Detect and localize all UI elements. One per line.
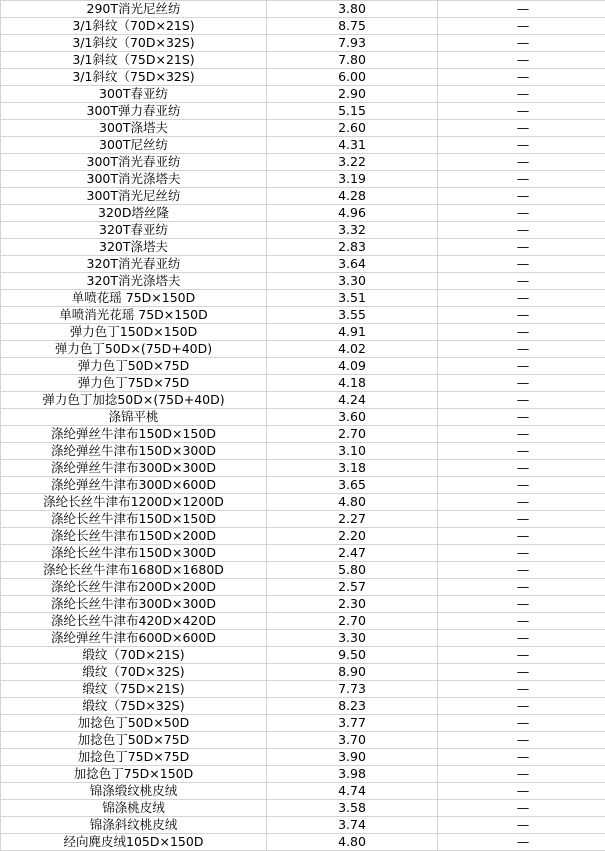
price-table-body bbox=[1, 1, 605, 851]
fabric-name-cell[interactable]: 涤纶弹丝牛津布150D×150D bbox=[1, 426, 267, 443]
fabric-name-cell[interactable]: 缎纹（70D×32S) bbox=[1, 664, 267, 681]
price-cell[interactable]: 3.30 bbox=[267, 630, 438, 647]
change-cell[interactable]: — bbox=[438, 358, 605, 375]
table-row bbox=[1, 256, 605, 273]
table-row bbox=[1, 358, 605, 375]
fabric-name-cell[interactable]: 320T消光涤塔夫 bbox=[1, 273, 267, 290]
table-row bbox=[1, 732, 605, 749]
price-cell[interactable]: 4.96 bbox=[267, 205, 438, 222]
table-row bbox=[1, 120, 605, 137]
fabric-name-cell[interactable]: 加捻色丁75D×75D bbox=[1, 749, 267, 766]
table-row bbox=[1, 52, 605, 69]
change-cell[interactable]: — bbox=[438, 579, 605, 596]
change-cell[interactable]: — bbox=[438, 817, 605, 834]
table-row bbox=[1, 681, 605, 698]
price-cell[interactable]: 8.75 bbox=[267, 18, 438, 35]
table-row bbox=[1, 426, 605, 443]
fabric-name-cell[interactable]: 弹力色丁50D×75D bbox=[1, 358, 267, 375]
table-row bbox=[1, 392, 605, 409]
fabric-name-cell[interactable]: 加捻色丁75D×150D bbox=[1, 766, 267, 783]
fabric-name-cell[interactable]: 涤纶弹丝牛津布150D×300D bbox=[1, 443, 267, 460]
fabric-name-cell[interactable]: 300T消光春亚纺 bbox=[1, 154, 267, 171]
change-cell[interactable]: — bbox=[438, 783, 605, 800]
price-cell[interactable]: 3.55 bbox=[267, 307, 438, 324]
table-row bbox=[1, 307, 605, 324]
change-cell[interactable]: — bbox=[438, 698, 605, 715]
change-cell[interactable]: — bbox=[438, 120, 605, 137]
price-cell[interactable]: 4.80 bbox=[267, 494, 438, 511]
price-cell[interactable]: 7.73 bbox=[267, 681, 438, 698]
table-row bbox=[1, 137, 605, 154]
change-cell[interactable]: — bbox=[438, 171, 605, 188]
table-row bbox=[1, 375, 605, 392]
price-cell[interactable]: 4.09 bbox=[267, 358, 438, 375]
table-row bbox=[1, 443, 605, 460]
fabric-name-cell[interactable]: 涤纶弹丝牛津布600D×600D bbox=[1, 630, 267, 647]
change-cell[interactable]: — bbox=[438, 477, 605, 494]
table-row bbox=[1, 834, 605, 851]
fabric-name-cell[interactable]: 单喷消光花瑶 75D×150D bbox=[1, 307, 267, 324]
change-cell[interactable]: — bbox=[438, 1, 605, 18]
change-cell[interactable]: — bbox=[438, 528, 605, 545]
price-cell[interactable]: 3.51 bbox=[267, 290, 438, 307]
price-cell[interactable]: 3.18 bbox=[267, 460, 438, 477]
fabric-name-cell[interactable]: 3/1斜纹（75D×21S) bbox=[1, 52, 267, 69]
table-row bbox=[1, 154, 605, 171]
table-row bbox=[1, 698, 605, 715]
price-cell[interactable]: 4.24 bbox=[267, 392, 438, 409]
table-row bbox=[1, 103, 605, 120]
table-row bbox=[1, 460, 605, 477]
price-cell[interactable]: 3.90 bbox=[267, 749, 438, 766]
price-cell[interactable]: 2.70 bbox=[267, 613, 438, 630]
change-cell[interactable]: — bbox=[438, 596, 605, 613]
table-row bbox=[1, 35, 605, 52]
table-row bbox=[1, 613, 605, 630]
table-row bbox=[1, 86, 605, 103]
price-cell[interactable]: 3.10 bbox=[267, 443, 438, 460]
table-row bbox=[1, 715, 605, 732]
price-cell[interactable]: 7.80 bbox=[267, 52, 438, 69]
price-cell[interactable]: 2.70 bbox=[267, 426, 438, 443]
fabric-name-cell[interactable]: 320D塔丝隆 bbox=[1, 205, 267, 222]
change-cell[interactable]: — bbox=[438, 290, 605, 307]
price-cell[interactable]: 8.90 bbox=[267, 664, 438, 681]
fabric-name-cell[interactable]: 缎纹（75D×21S) bbox=[1, 681, 267, 698]
price-cell[interactable]: 3.70 bbox=[267, 732, 438, 749]
fabric-name-cell[interactable]: 涤纶长丝牛津布150D×200D bbox=[1, 528, 267, 545]
price-cell[interactable]: 4.74 bbox=[267, 783, 438, 800]
table-row bbox=[1, 766, 605, 783]
price-cell[interactable]: 5.80 bbox=[267, 562, 438, 579]
change-cell[interactable]: — bbox=[438, 188, 605, 205]
table-row bbox=[1, 324, 605, 341]
price-cell[interactable]: 2.90 bbox=[267, 86, 438, 103]
fabric-name-cell[interactable]: 锦涤缎纹桃皮绒 bbox=[1, 783, 267, 800]
fabric-name-cell[interactable]: 涤纶长丝牛津布420D×420D bbox=[1, 613, 267, 630]
price-cell[interactable]: 3.32 bbox=[267, 222, 438, 239]
price-cell[interactable]: 2.83 bbox=[267, 239, 438, 256]
price-cell[interactable]: 4.28 bbox=[267, 188, 438, 205]
change-cell[interactable]: — bbox=[438, 681, 605, 698]
change-cell[interactable]: — bbox=[438, 341, 605, 358]
fabric-name-cell[interactable]: 300T消光尼丝纺 bbox=[1, 188, 267, 205]
fabric-name-cell[interactable]: 涤纶长丝牛津布150D×300D bbox=[1, 545, 267, 562]
table-row bbox=[1, 817, 605, 834]
table-row bbox=[1, 341, 605, 358]
price-cell[interactable]: 9.50 bbox=[267, 647, 438, 664]
change-cell[interactable]: — bbox=[438, 307, 605, 324]
table-row bbox=[1, 290, 605, 307]
table-row bbox=[1, 273, 605, 290]
fabric-name-cell[interactable]: 涤纶长丝牛津布200D×200D bbox=[1, 579, 267, 596]
price-cell[interactable]: 2.20 bbox=[267, 528, 438, 545]
change-cell[interactable]: — bbox=[438, 103, 605, 120]
change-cell[interactable]: — bbox=[438, 239, 605, 256]
price-cell[interactable]: 3.74 bbox=[267, 817, 438, 834]
table-row bbox=[1, 69, 605, 86]
price-cell[interactable]: 3.80 bbox=[267, 1, 438, 18]
change-cell[interactable]: — bbox=[438, 324, 605, 341]
fabric-name-cell[interactable]: 涤纶长丝牛津布300D×300D bbox=[1, 596, 267, 613]
fabric-name-cell[interactable]: 涤锦平桃 bbox=[1, 409, 267, 426]
change-cell[interactable]: — bbox=[438, 137, 605, 154]
fabric-name-cell[interactable]: 300T尼丝纺 bbox=[1, 137, 267, 154]
change-cell[interactable]: — bbox=[438, 409, 605, 426]
price-cell[interactable]: 3.22 bbox=[267, 154, 438, 171]
change-cell[interactable]: — bbox=[438, 749, 605, 766]
price-cell[interactable]: 6.00 bbox=[267, 69, 438, 86]
price-cell[interactable]: 4.18 bbox=[267, 375, 438, 392]
change-cell[interactable]: — bbox=[438, 18, 605, 35]
change-cell[interactable]: — bbox=[438, 375, 605, 392]
price-cell[interactable]: 4.80 bbox=[267, 834, 438, 851]
change-cell[interactable]: — bbox=[438, 443, 605, 460]
change-cell[interactable]: — bbox=[438, 715, 605, 732]
fabric-name-cell[interactable]: 经向麂皮绒105D×150D bbox=[1, 834, 267, 851]
table-row bbox=[1, 596, 605, 613]
fabric-name-cell[interactable]: 弹力色丁加捻50D×(75D+40D) bbox=[1, 392, 267, 409]
table-row bbox=[1, 579, 605, 596]
fabric-name-cell[interactable]: 弹力色丁150D×150D bbox=[1, 324, 267, 341]
change-cell[interactable]: — bbox=[438, 256, 605, 273]
change-cell[interactable]: — bbox=[438, 562, 605, 579]
fabric-name-cell[interactable]: 300T春亚纺 bbox=[1, 86, 267, 103]
change-cell[interactable]: — bbox=[438, 205, 605, 222]
table-row bbox=[1, 664, 605, 681]
fabric-name-cell[interactable]: 涤纶弹丝牛津布300D×600D bbox=[1, 477, 267, 494]
fabric-name-cell[interactable]: 3/1斜纹（70D×21S) bbox=[1, 18, 267, 35]
change-cell[interactable]: — bbox=[438, 647, 605, 664]
table-row bbox=[1, 409, 605, 426]
fabric-name-cell[interactable]: 3/1斜纹（70D×32S) bbox=[1, 35, 267, 52]
table-row bbox=[1, 647, 605, 664]
price-cell[interactable]: 3.65 bbox=[267, 477, 438, 494]
price-cell[interactable]: 7.93 bbox=[267, 35, 438, 52]
fabric-name-cell[interactable]: 涤纶弹丝牛津布300D×300D bbox=[1, 460, 267, 477]
price-cell[interactable]: 3.98 bbox=[267, 766, 438, 783]
fabric-name-cell[interactable]: 弹力色丁75D×75D bbox=[1, 375, 267, 392]
table-row bbox=[1, 494, 605, 511]
table-row bbox=[1, 545, 605, 562]
price-cell[interactable]: 4.91 bbox=[267, 324, 438, 341]
change-cell[interactable]: — bbox=[438, 426, 605, 443]
change-cell[interactable]: — bbox=[438, 800, 605, 817]
fabric-name-cell[interactable]: 加捻色丁50D×50D bbox=[1, 715, 267, 732]
price-cell[interactable]: 4.31 bbox=[267, 137, 438, 154]
price-cell[interactable]: 3.64 bbox=[267, 256, 438, 273]
change-cell[interactable]: — bbox=[438, 494, 605, 511]
price-cell[interactable]: 8.23 bbox=[267, 698, 438, 715]
change-cell[interactable]: — bbox=[438, 273, 605, 290]
price-cell[interactable]: 3.77 bbox=[267, 715, 438, 732]
table-row bbox=[1, 239, 605, 256]
table-row bbox=[1, 783, 605, 800]
price-cell[interactable]: 2.60 bbox=[267, 120, 438, 137]
price-cell[interactable]: 4.02 bbox=[267, 341, 438, 358]
table-row bbox=[1, 1, 605, 18]
fabric-name-cell[interactable]: 涤纶长丝牛津布1200D×1200D bbox=[1, 494, 267, 511]
price-cell[interactable]: 3.19 bbox=[267, 171, 438, 188]
change-cell[interactable]: — bbox=[438, 154, 605, 171]
table-row bbox=[1, 562, 605, 579]
table-row bbox=[1, 749, 605, 766]
table-row bbox=[1, 630, 605, 647]
price-cell[interactable]: 3.58 bbox=[267, 800, 438, 817]
fabric-name-cell[interactable]: 锦涤斜纹桃皮绒 bbox=[1, 817, 267, 834]
fabric-name-cell[interactable]: 弹力色丁50D×(75D+40D) bbox=[1, 341, 267, 358]
change-cell[interactable]: — bbox=[438, 613, 605, 630]
price-cell[interactable]: 2.57 bbox=[267, 579, 438, 596]
price-cell[interactable]: 2.27 bbox=[267, 511, 438, 528]
change-cell[interactable]: — bbox=[438, 545, 605, 562]
fabric-name-cell[interactable]: 300T消光涤塔夫 bbox=[1, 171, 267, 188]
change-cell[interactable]: — bbox=[438, 35, 605, 52]
fabric-name-cell[interactable]: 3/1斜纹（75D×32S) bbox=[1, 69, 267, 86]
fabric-name-cell[interactable]: 单喷花瑶 75D×150D bbox=[1, 290, 267, 307]
price-cell[interactable]: 2.47 bbox=[267, 545, 438, 562]
table-row bbox=[1, 205, 605, 222]
table-row bbox=[1, 511, 605, 528]
table-row bbox=[1, 800, 605, 817]
fabric-name-cell[interactable]: 300T弹力春亚纺 bbox=[1, 103, 267, 120]
change-cell[interactable]: — bbox=[438, 69, 605, 86]
change-cell[interactable]: — bbox=[438, 766, 605, 783]
fabric-name-cell[interactable]: 320T春亚纺 bbox=[1, 222, 267, 239]
fabric-name-cell[interactable]: 320T涤塔夫 bbox=[1, 239, 267, 256]
fabric-name-cell[interactable]: 320T消光春亚纺 bbox=[1, 256, 267, 273]
fabric-name-cell[interactable]: 涤纶长丝牛津布1680D×1680D bbox=[1, 562, 267, 579]
fabric-name-cell[interactable]: 300T涤塔夫 bbox=[1, 120, 267, 137]
table-row bbox=[1, 222, 605, 239]
change-cell[interactable]: — bbox=[438, 460, 605, 477]
change-cell[interactable]: — bbox=[438, 630, 605, 647]
fabric-name-cell[interactable]: 缎纹（70D×21S) bbox=[1, 647, 267, 664]
change-cell[interactable]: — bbox=[438, 52, 605, 69]
change-cell[interactable]: — bbox=[438, 392, 605, 409]
table-row bbox=[1, 528, 605, 545]
fabric-name-cell[interactable]: 缎纹（75D×32S) bbox=[1, 698, 267, 715]
price-cell[interactable]: 3.30 bbox=[267, 273, 438, 290]
fabric-name-cell[interactable]: 290T消光尼丝纺 bbox=[1, 1, 267, 18]
price-cell[interactable]: 3.60 bbox=[267, 409, 438, 426]
fabric-name-cell[interactable]: 加捻色丁50D×75D bbox=[1, 732, 267, 749]
table-row bbox=[1, 188, 605, 205]
change-cell[interactable]: — bbox=[438, 511, 605, 528]
price-cell[interactable]: 5.15 bbox=[267, 103, 438, 120]
table-row bbox=[1, 171, 605, 188]
change-cell[interactable]: — bbox=[438, 834, 605, 851]
change-cell[interactable]: — bbox=[438, 86, 605, 103]
change-cell[interactable]: — bbox=[438, 732, 605, 749]
table-row bbox=[1, 18, 605, 35]
fabric-name-cell[interactable]: 锦涤桃皮绒 bbox=[1, 800, 267, 817]
change-cell[interactable]: — bbox=[438, 664, 605, 681]
table-row bbox=[1, 477, 605, 494]
change-cell[interactable]: — bbox=[438, 222, 605, 239]
price-cell[interactable]: 2.30 bbox=[267, 596, 438, 613]
fabric-name-cell[interactable]: 涤纶长丝牛津布150D×150D bbox=[1, 511, 267, 528]
